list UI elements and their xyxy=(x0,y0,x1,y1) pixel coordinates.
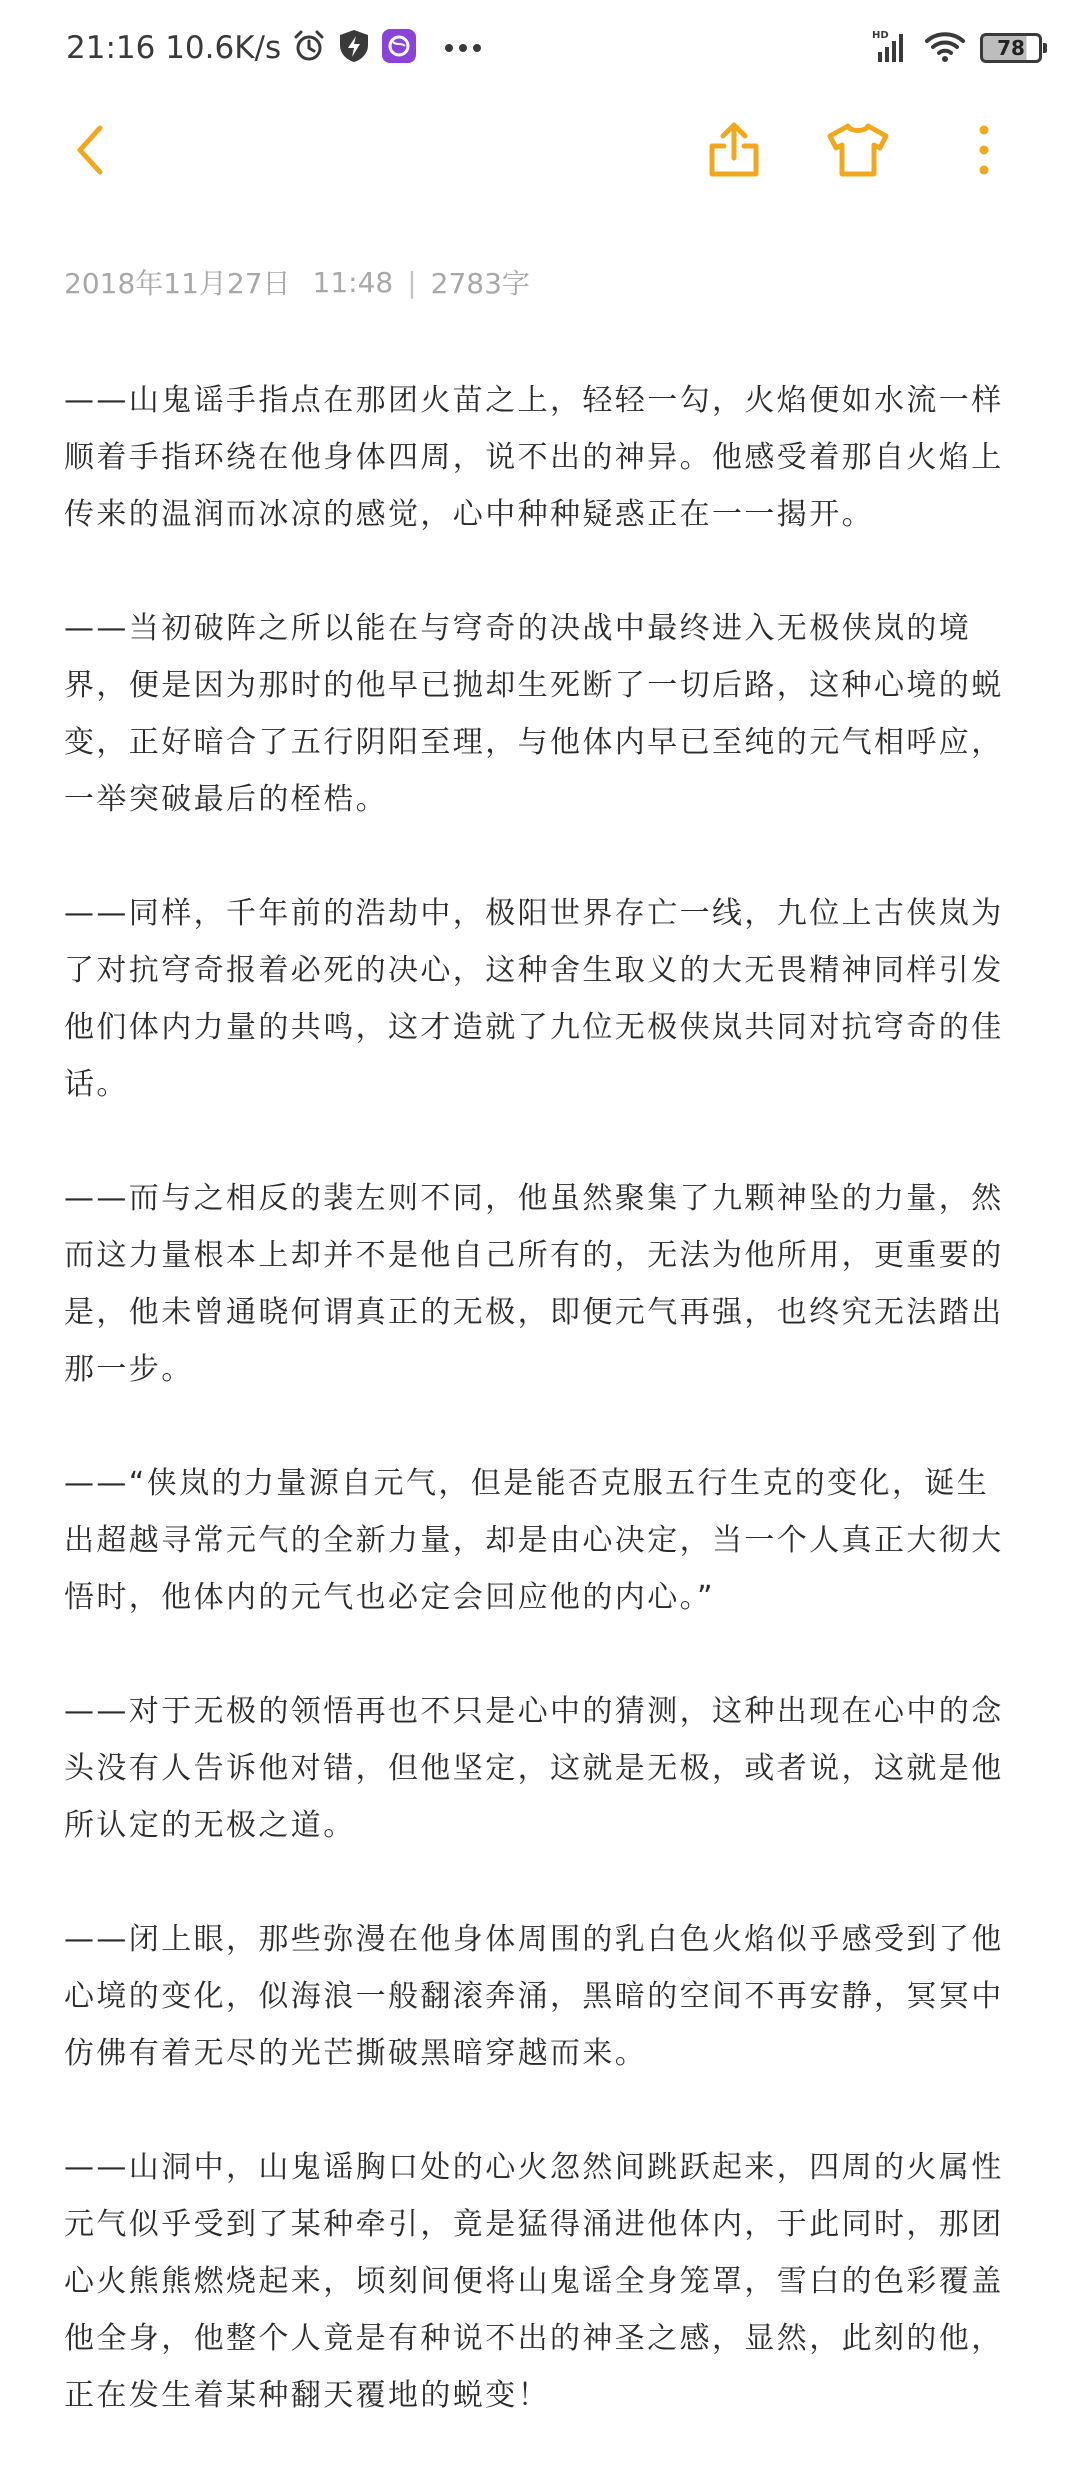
back-button[interactable] xyxy=(50,110,130,190)
alarm-icon xyxy=(291,28,327,68)
paragraph: ——“侠岚的力量源自元气，但是能否克服五行生克的变化，诞生出超越寻常元气的全新力量，却是由心决定，当一个人真正大彻大悟时，他体内的元气也必定会回应他的内心。” xyxy=(64,1466,1004,1615)
note-time: 11:48 xyxy=(312,265,394,299)
svg-text:HD: HD xyxy=(872,30,889,41)
status-left xyxy=(66,24,483,72)
note-date: 2018年11月27日 xyxy=(64,267,291,300)
paragraph: ——当初破阵之所以能在与穹奇的决战中最终进入无极侠岚的境界，便是因为那时的他早已抛却生死断了一切后路，这种心境的蜕变，正好暗合了五行阴阳至理，与他体内早已至纯的元气相呼应，一举突破最后的桎梏。 xyxy=(64,611,1004,817)
paragraph: ——山洞中，山鬼谣胸口处的心火忽然间跳跃起来，四周的火属性元气似乎受到了某种牵引，竟是猛得涌进他体内，于此同时，那团心火熊熊燃烧起来，顷刻间便将山鬼谣全身笼罩，雪白的色彩覆盖他全身，他整个人竟是有种说不出的神圣之感，显然，此刻的他，正在发生着某种翻天覆地的蜕变！ xyxy=(64,2150,1004,2413)
paragraph: ——闭上眼，那些弥漫在他身体周围的乳白色火焰似乎感受到了他心境的变化，似海浪一般翻滚奔涌，黑暗的空间不再安静，冥冥中仿佛有着无尽的光芒撕破黑暗穿越而来。 xyxy=(64,1922,1004,2071)
share-button[interactable] xyxy=(694,110,774,190)
note-content[interactable] xyxy=(64,372,1004,2481)
app-icon xyxy=(381,28,417,68)
more-button[interactable] xyxy=(944,110,1024,190)
share-icon xyxy=(704,120,764,180)
shield-bolt-icon xyxy=(337,28,371,68)
theme-shirt-icon xyxy=(824,120,892,180)
status-bar xyxy=(0,0,1080,92)
battery-icon: 78 xyxy=(980,33,1042,63)
paragraph: ——同样，千年前的浩劫中，极阳世界存亡一线，九位上古侠岚为了对抗穹奇报着必死的决心，这种舍生取义的大无畏精神同样引发他们体内力量的共鸣，这才造就了九位无极侠岚共同对抗穹奇的佳话。 xyxy=(64,896,1004,1102)
paragraph: ——对于无极的领悟再也不只是心中的猜测，这种出现在心中的念头没有人告诉他对错，但他坚定，这就是无极，或者说，这就是他所认定的无极之道。 xyxy=(64,1694,1004,1843)
note-meta xyxy=(64,262,530,302)
meta-separator: | xyxy=(407,265,417,299)
back-chevron-icon xyxy=(70,122,110,178)
paragraph: ——而与之相反的裴左则不同，他虽然聚集了九颗神坠的力量，然而这力量根本上却并不是他自己所有的，无法为他所用，更重要的是，他未曾通晓何谓真正的无极，即便元气再强，也终究无法踏出那一步。 xyxy=(64,1181,1004,1387)
toolbar xyxy=(0,100,1080,200)
word-count: 2783字 xyxy=(430,267,530,300)
more-vertical-icon xyxy=(976,122,992,178)
paragraph: ——山鬼谣手指点在那团火苗之上，轻轻一勾，火焰便如水流一样顺着手指环绕在他身体四周，说不出的神异。他感受着那自火焰上传来的温润而冰凉的感觉，心中种种疑惑正在一一揭开。 xyxy=(64,383,1004,532)
wifi-icon xyxy=(924,29,966,67)
theme-button[interactable] xyxy=(818,110,898,190)
more-dots-icon xyxy=(443,39,483,58)
hd-signal-icon xyxy=(872,28,912,68)
status-time-speed: 21:16 10.6K/s xyxy=(66,30,282,66)
status-right xyxy=(872,26,1042,70)
